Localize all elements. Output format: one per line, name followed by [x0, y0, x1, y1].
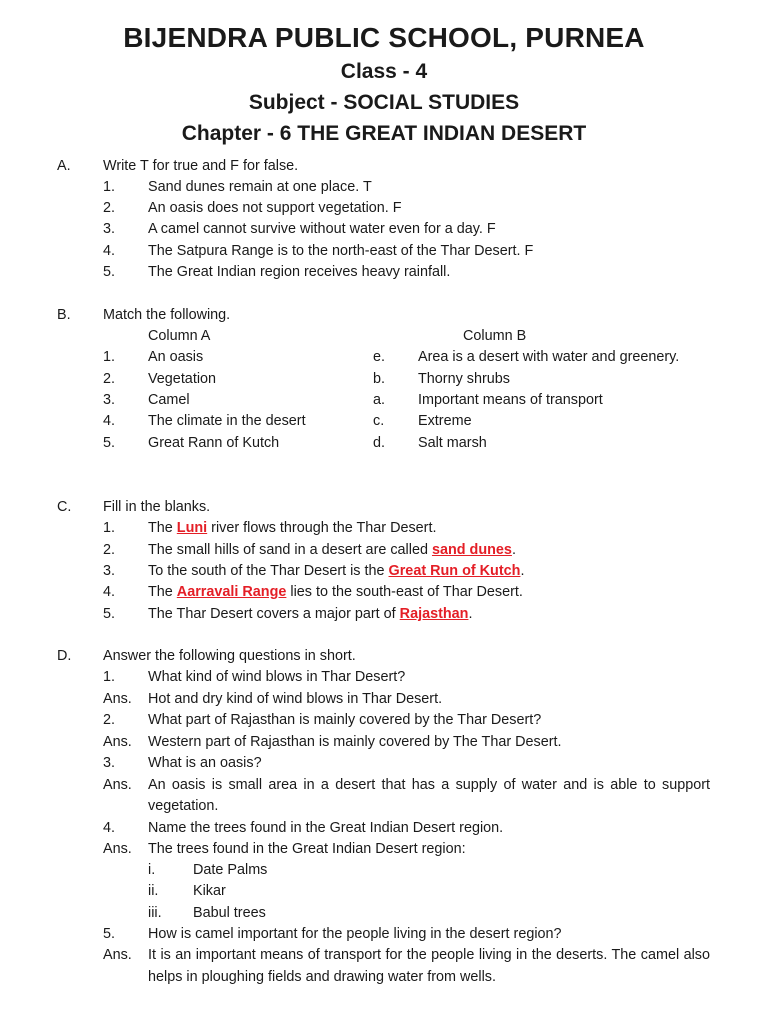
section-a-instruction: Write T for true and F for false.	[103, 158, 299, 174]
blank-answer: Aarravali Range	[176, 584, 287, 600]
class-heading: Class - 4	[340, 60, 428, 83]
true-false-statement: Sand dunes remain at one place. T	[148, 179, 372, 195]
match-letter: d.	[373, 435, 386, 451]
match-number: 4.	[103, 413, 116, 429]
match-letter: e.	[373, 349, 386, 365]
fill-blank-sentence: The Luni river flows through the Thar Desert.	[148, 520, 437, 536]
section-c-instruction: Fill in the blanks.	[103, 499, 211, 515]
item-number: 1.	[103, 520, 116, 536]
item-number: 5.	[103, 264, 116, 280]
item-number: 1.	[103, 179, 116, 195]
item-number: 4.	[103, 584, 116, 600]
tree-list-item: Kikar	[193, 883, 226, 899]
match-column-a-item: The climate in the desert	[148, 413, 306, 429]
answer-text: Western part of Rajasthan is mainly covered by The Thar Desert.	[148, 734, 562, 750]
answer-label: Ans.	[103, 841, 132, 857]
tree-list-number: i.	[148, 862, 156, 878]
subject-heading: Subject - SOCIAL STUDIES	[248, 91, 520, 114]
match-column-b-item: Extreme	[418, 413, 472, 429]
question-text: What is an oasis?	[148, 755, 262, 771]
match-letter: c.	[373, 413, 385, 429]
section-d-label: D.	[57, 648, 72, 664]
column-b-header: Column B	[463, 328, 527, 344]
tree-list-number: ii.	[148, 883, 159, 899]
fill-blank-sentence: The Aarravali Range lies to the south-east of Thar Desert.	[148, 584, 523, 600]
match-column-b-item: Important means of transport	[418, 392, 603, 408]
item-number: 3.	[103, 563, 116, 579]
answer-label: Ans.	[103, 734, 132, 750]
match-number: 2.	[103, 371, 116, 387]
match-number: 3.	[103, 392, 116, 408]
match-number: 5.	[103, 435, 116, 451]
answer-label: Ans.	[103, 947, 132, 963]
item-number: 3.	[103, 221, 116, 237]
fill-blank-sentence: The Thar Desert covers a major part of Rajasthan.	[148, 606, 473, 622]
blank-answer: sand dunes	[431, 542, 512, 558]
question-text: What part of Rajasthan is mainly covered by the Thar Desert?	[148, 712, 542, 728]
fill-blank-sentence: The small hills of sand in a desert are called sand dunes.	[148, 542, 516, 558]
match-column-a-item: An oasis	[148, 349, 204, 365]
question-number: 2.	[103, 712, 116, 728]
question-number: 3.	[103, 755, 116, 771]
chapter-heading: Chapter - 6 THE GREAT INDIAN DESERT	[181, 122, 587, 145]
school-title: BIJENDRA PUBLIC SCHOOL, PURNEA	[123, 22, 645, 53]
item-number: 2.	[103, 200, 116, 216]
section-b-label: B.	[57, 307, 71, 323]
true-false-statement: An oasis does not support vegetation. F	[148, 200, 402, 216]
answer-label: Ans.	[103, 691, 132, 707]
answer-text: Hot and dry kind of wind blows in Thar Desert.	[148, 691, 443, 707]
blank-answer: Great Run of Kutch	[388, 563, 521, 579]
question-text: How is camel important for the people living in the desert region?	[148, 926, 562, 942]
section-a-label: A.	[57, 158, 71, 174]
match-letter: a.	[373, 392, 386, 408]
match-column-b-item: Thorny shrubs	[418, 371, 510, 387]
answer-label: Ans.	[103, 777, 132, 793]
fill-blank-sentence: To the south of the Thar Desert is the Great Run of Kutch.	[148, 563, 525, 579]
item-number: 2.	[103, 542, 116, 558]
answer-text-continued: helps in ploughing fields and drawing water from wells.	[148, 969, 496, 985]
item-number: 5.	[103, 606, 116, 622]
question-text: Name the trees found in the Great Indian Desert region.	[148, 820, 504, 836]
match-column-a-item: Vegetation	[148, 371, 217, 387]
answer-text: An oasis is small area in a desert that has a supply of water and is able to support	[148, 777, 710, 793]
question-number: 1.	[103, 669, 116, 685]
question-number: 4.	[103, 820, 116, 836]
match-number: 1.	[103, 349, 116, 365]
tree-list-item: Date Palms	[193, 862, 268, 878]
true-false-statement: The Great Indian region receives heavy rainfall.	[148, 264, 451, 280]
match-column-b-item: Salt marsh	[418, 435, 487, 451]
section-d-instruction: Answer the following questions in short.	[103, 648, 356, 664]
tree-list-number: iii.	[148, 905, 162, 921]
blank-answer: Rajasthan	[399, 606, 469, 622]
match-column-a-item: Great Rann of Kutch	[148, 435, 280, 451]
match-column-b-item: Area is a desert with water and greenery.	[418, 349, 680, 365]
item-number: 4.	[103, 243, 116, 259]
column-a-header: Column A	[148, 328, 211, 344]
match-column-a-item: Camel	[148, 392, 190, 408]
answer-text: The trees found in the Great Indian Desert region:	[148, 841, 466, 857]
section-b-instruction: Match the following.	[103, 307, 231, 323]
blank-answer: Luni	[176, 520, 208, 536]
match-letter: b.	[373, 371, 386, 387]
true-false-statement: The Satpura Range is to the north-east of the Thar Desert. F	[148, 243, 534, 259]
section-c-label: C.	[57, 499, 72, 515]
true-false-statement: A camel cannot survive without water even for a day. F	[148, 221, 496, 237]
tree-list-item: Babul trees	[193, 905, 266, 921]
answer-text: It is an important means of transport for the people living in the deserts. The camel also	[148, 947, 710, 963]
question-text: What kind of wind blows in Thar Desert?	[148, 669, 406, 685]
question-number: 5.	[103, 926, 116, 942]
answer-text-continued: vegetation.	[148, 798, 219, 814]
